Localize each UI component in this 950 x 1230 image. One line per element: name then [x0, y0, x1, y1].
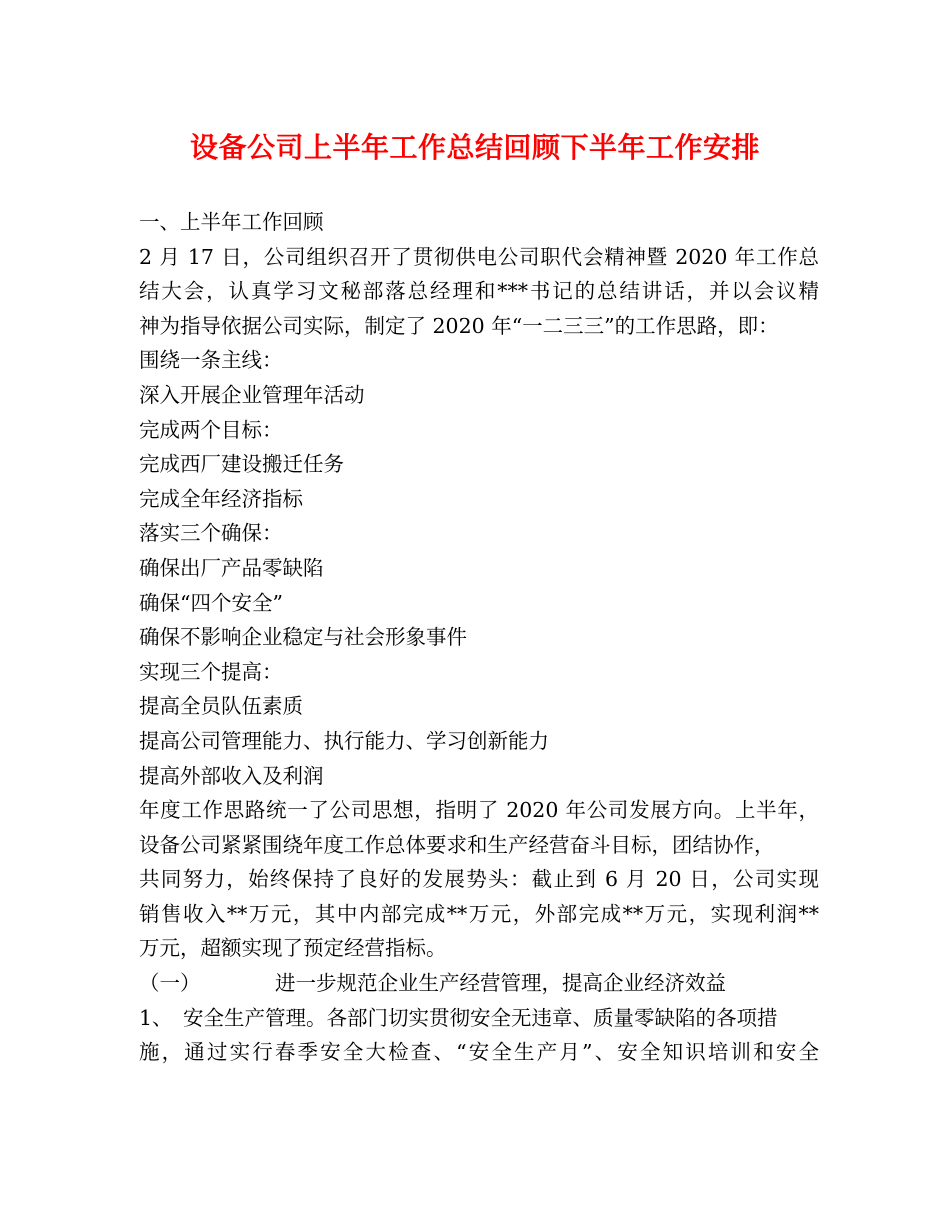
- document-title: 设备公司上半年工作总结回顾下半年工作安排: [189, 131, 760, 164]
- paragraph-line: 年度工作思路统一了公司思想，指明了 2020 年公司发展方向。上半年，: [139, 798, 819, 823]
- numbered-item: [139, 1001, 819, 1036]
- subsection-heading: [139, 966, 819, 1001]
- list-line: 提高全员队伍素质: [139, 694, 303, 719]
- list-line: 落实三个确保：: [139, 521, 283, 546]
- paragraph-line: 神为指导依据公司实际，制定了 2020 年“一二三三”的工作思路，即：: [139, 313, 779, 338]
- paragraph-line: 施，通过实行春季安全大检查、“安全生产月”、安全知识培训和安全: [139, 1040, 819, 1065]
- paragraph-line: 万元，超额实现了预定经营指标。: [139, 936, 447, 961]
- section-heading: 一、上半年工作回顾: [139, 210, 324, 234]
- item-text: 安全生产管理。各部门切实贯彻安全无违章、质量零缺陷的各项措: [183, 1005, 778, 1030]
- list-line: 完成全年经济指标: [139, 486, 303, 511]
- list-line: 提高外部收入及利润: [139, 763, 324, 788]
- list-line: 围绕一条主线：: [139, 348, 283, 373]
- paragraph-line: 设备公司紧紧围绕年度工作总体要求和生产经营奋斗目标，团结协作，: [139, 832, 775, 857]
- paragraph-line: 2 月 17 日，公司组织召开了贯彻供电公司职代会精神暨 2020 年工作总: [139, 244, 819, 269]
- list-line: 确保“四个安全”: [139, 590, 283, 615]
- document-body: [139, 205, 819, 1070]
- paragraph-line: 结大会，认真学习文秘部落总经理和***书记的总结讲话，并以会议精: [139, 279, 819, 304]
- subsection-number: （一）: [139, 971, 201, 996]
- paragraph-line: 销售收入**万元，其中内部完成**万元，外部完成**万元，实现利润**: [139, 901, 819, 926]
- list-line: 确保不影响企业稳定与社会形象事件: [139, 625, 467, 650]
- subsection-title: 进一步规范企业生产经营管理，提高企业经济效益: [275, 971, 726, 996]
- list-line: 实现三个提高：: [139, 659, 283, 684]
- list-line: 提高公司管理能力、执行能力、学习创新能力: [139, 728, 549, 753]
- paragraph-line: 共同努力，始终保持了良好的发展势头：截止到 6 月 20 日，公司实现: [139, 867, 819, 892]
- list-line: 深入开展企业管理年活动: [139, 382, 365, 407]
- list-line: 完成西厂建设搬迁任务: [139, 452, 344, 477]
- list-line: 完成两个目标：: [139, 417, 283, 442]
- item-number: 1、: [139, 1005, 173, 1030]
- list-line: 确保出厂产品零缺陷: [139, 555, 324, 580]
